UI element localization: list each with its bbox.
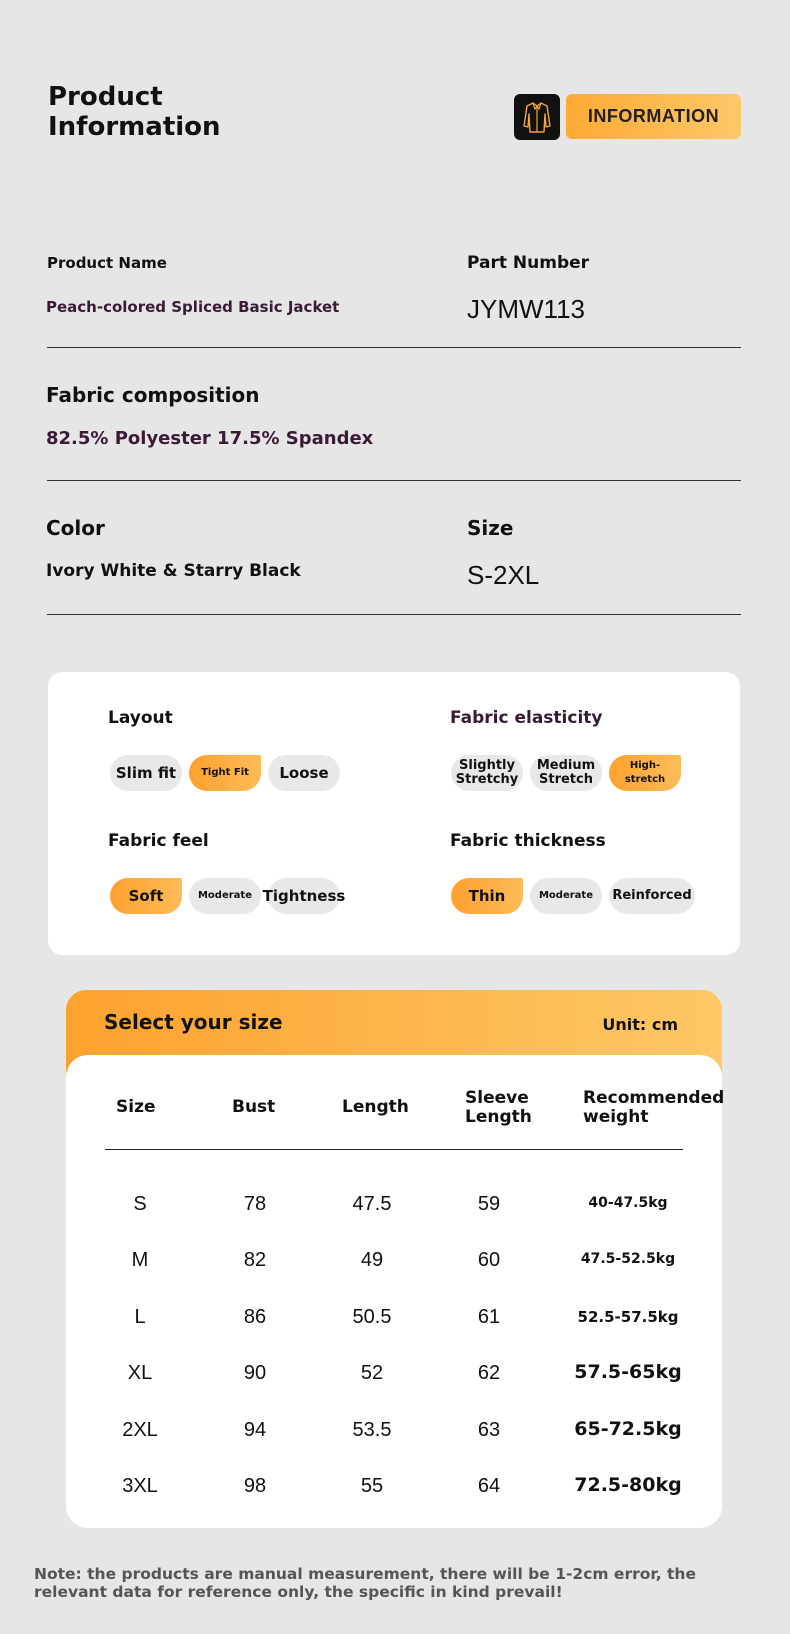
table-header-divider <box>105 1149 683 1150</box>
col-header-bust: Bust <box>232 1097 276 1117</box>
table-cell-weight: 65-72.5kg <box>574 1418 682 1440</box>
table-cell: 82 <box>243 1249 267 1271</box>
divider <box>47 614 741 615</box>
elasticity-title: Fabric elasticity <box>450 708 603 728</box>
table-cell: 90 <box>243 1362 267 1384</box>
part-number-value: JYMW113 <box>467 294 585 324</box>
table-cell: 94 <box>243 1419 267 1441</box>
table-cell: 64 <box>477 1475 501 1497</box>
size-value: S-2XL <box>467 560 540 590</box>
table-cell: 3XL <box>122 1475 158 1497</box>
table-cell: 49 <box>360 1249 384 1271</box>
page-title: Product Information <box>48 82 221 142</box>
size-label: Size <box>467 516 514 540</box>
part-number-label: Part Number <box>467 253 590 273</box>
table-cell: 59 <box>477 1193 501 1215</box>
size-chart-table <box>66 1055 725 1528</box>
table-cell: 62 <box>477 1362 501 1384</box>
table-cell: 78 <box>243 1193 267 1215</box>
divider <box>47 347 741 348</box>
divider <box>47 480 741 481</box>
table-cell: 2XL <box>122 1419 158 1441</box>
feel-option-moderate[interactable]: Moderate <box>189 878 261 914</box>
table-cell: 86 <box>243 1306 267 1328</box>
jacket-icon-graphic <box>522 100 552 134</box>
table-cell: 50.5 <box>352 1306 392 1328</box>
table-cell: 61 <box>477 1306 501 1328</box>
table-cell-weight: 72.5-80kg <box>574 1474 682 1496</box>
table-cell: 47.5 <box>352 1193 392 1215</box>
fabric-composition-value: 82.5% Polyester 17.5% Spandex <box>46 428 374 449</box>
table-cell-weight: 47.5-52.5kg <box>580 1251 676 1267</box>
table-cell: L <box>134 1306 146 1328</box>
table-cell: 52 <box>360 1362 384 1384</box>
layout-option-tight-fit[interactable]: Tight Fit <box>189 755 261 791</box>
table-cell: XL <box>127 1362 153 1384</box>
col-header-recommended-weight: Recommended weight <box>583 1088 725 1127</box>
thickness-option-reinforced[interactable]: Reinforced <box>609 878 695 914</box>
table-cell-weight: 40-47.5kg <box>588 1195 668 1211</box>
product-name-label: Product Name <box>47 254 167 272</box>
feel-option-soft[interactable]: Soft <box>110 878 182 914</box>
table-cell: 60 <box>477 1249 501 1271</box>
size-chart-title: Select your size <box>104 1010 283 1034</box>
information-badge: INFORMATION <box>566 94 741 139</box>
table-cell: 63 <box>477 1419 501 1441</box>
col-header-sleeve-length: Sleeve Length <box>465 1088 532 1127</box>
feel-title: Fabric feel <box>108 831 209 851</box>
color-value: Ivory White & Starry Black <box>46 561 301 581</box>
size-chart-unit: Unit: cm <box>602 1015 678 1034</box>
product-name-value: Peach-colored Spliced Basic Jacket <box>46 298 340 316</box>
thickness-title: Fabric thickness <box>450 831 606 851</box>
table-cell: 53.5 <box>352 1419 392 1441</box>
col-header-length: Length <box>342 1097 409 1117</box>
color-label: Color <box>46 516 105 540</box>
elasticity-option-high-stretch[interactable]: High-stretch <box>609 755 681 791</box>
fabric-composition-label: Fabric composition <box>46 383 260 407</box>
jacket-icon <box>514 94 560 140</box>
col-header-size: Size <box>116 1097 156 1117</box>
thickness-option-thin[interactable]: Thin <box>451 878 523 914</box>
thickness-option-moderate[interactable]: Moderate <box>530 878 602 914</box>
table-cell: 98 <box>243 1475 267 1497</box>
measurement-note: Note: the products are manual measurement, there will be 1-2cm error, the relevant data for reference only, the specific in kind prevail! <box>34 1565 696 1601</box>
layout-title: Layout <box>108 708 173 728</box>
elasticity-option-medium-stretch[interactable]: Medium Stretch <box>530 755 602 791</box>
table-cell: M <box>131 1249 149 1271</box>
feel-option-tightness[interactable]: Tightness <box>268 878 340 914</box>
attribute-card <box>48 672 740 955</box>
elasticity-option-slightly-stretchy[interactable]: Slightly Stretchy <box>451 755 523 791</box>
table-cell-weight: 57.5-65kg <box>574 1361 682 1383</box>
table-cell: S <box>133 1193 147 1215</box>
layout-option-slim-fit[interactable]: Slim fit <box>110 755 182 791</box>
table-cell: 55 <box>360 1475 384 1497</box>
table-cell-weight: 52.5-57.5kg <box>577 1308 679 1326</box>
layout-option-loose[interactable]: Loose <box>268 755 340 791</box>
